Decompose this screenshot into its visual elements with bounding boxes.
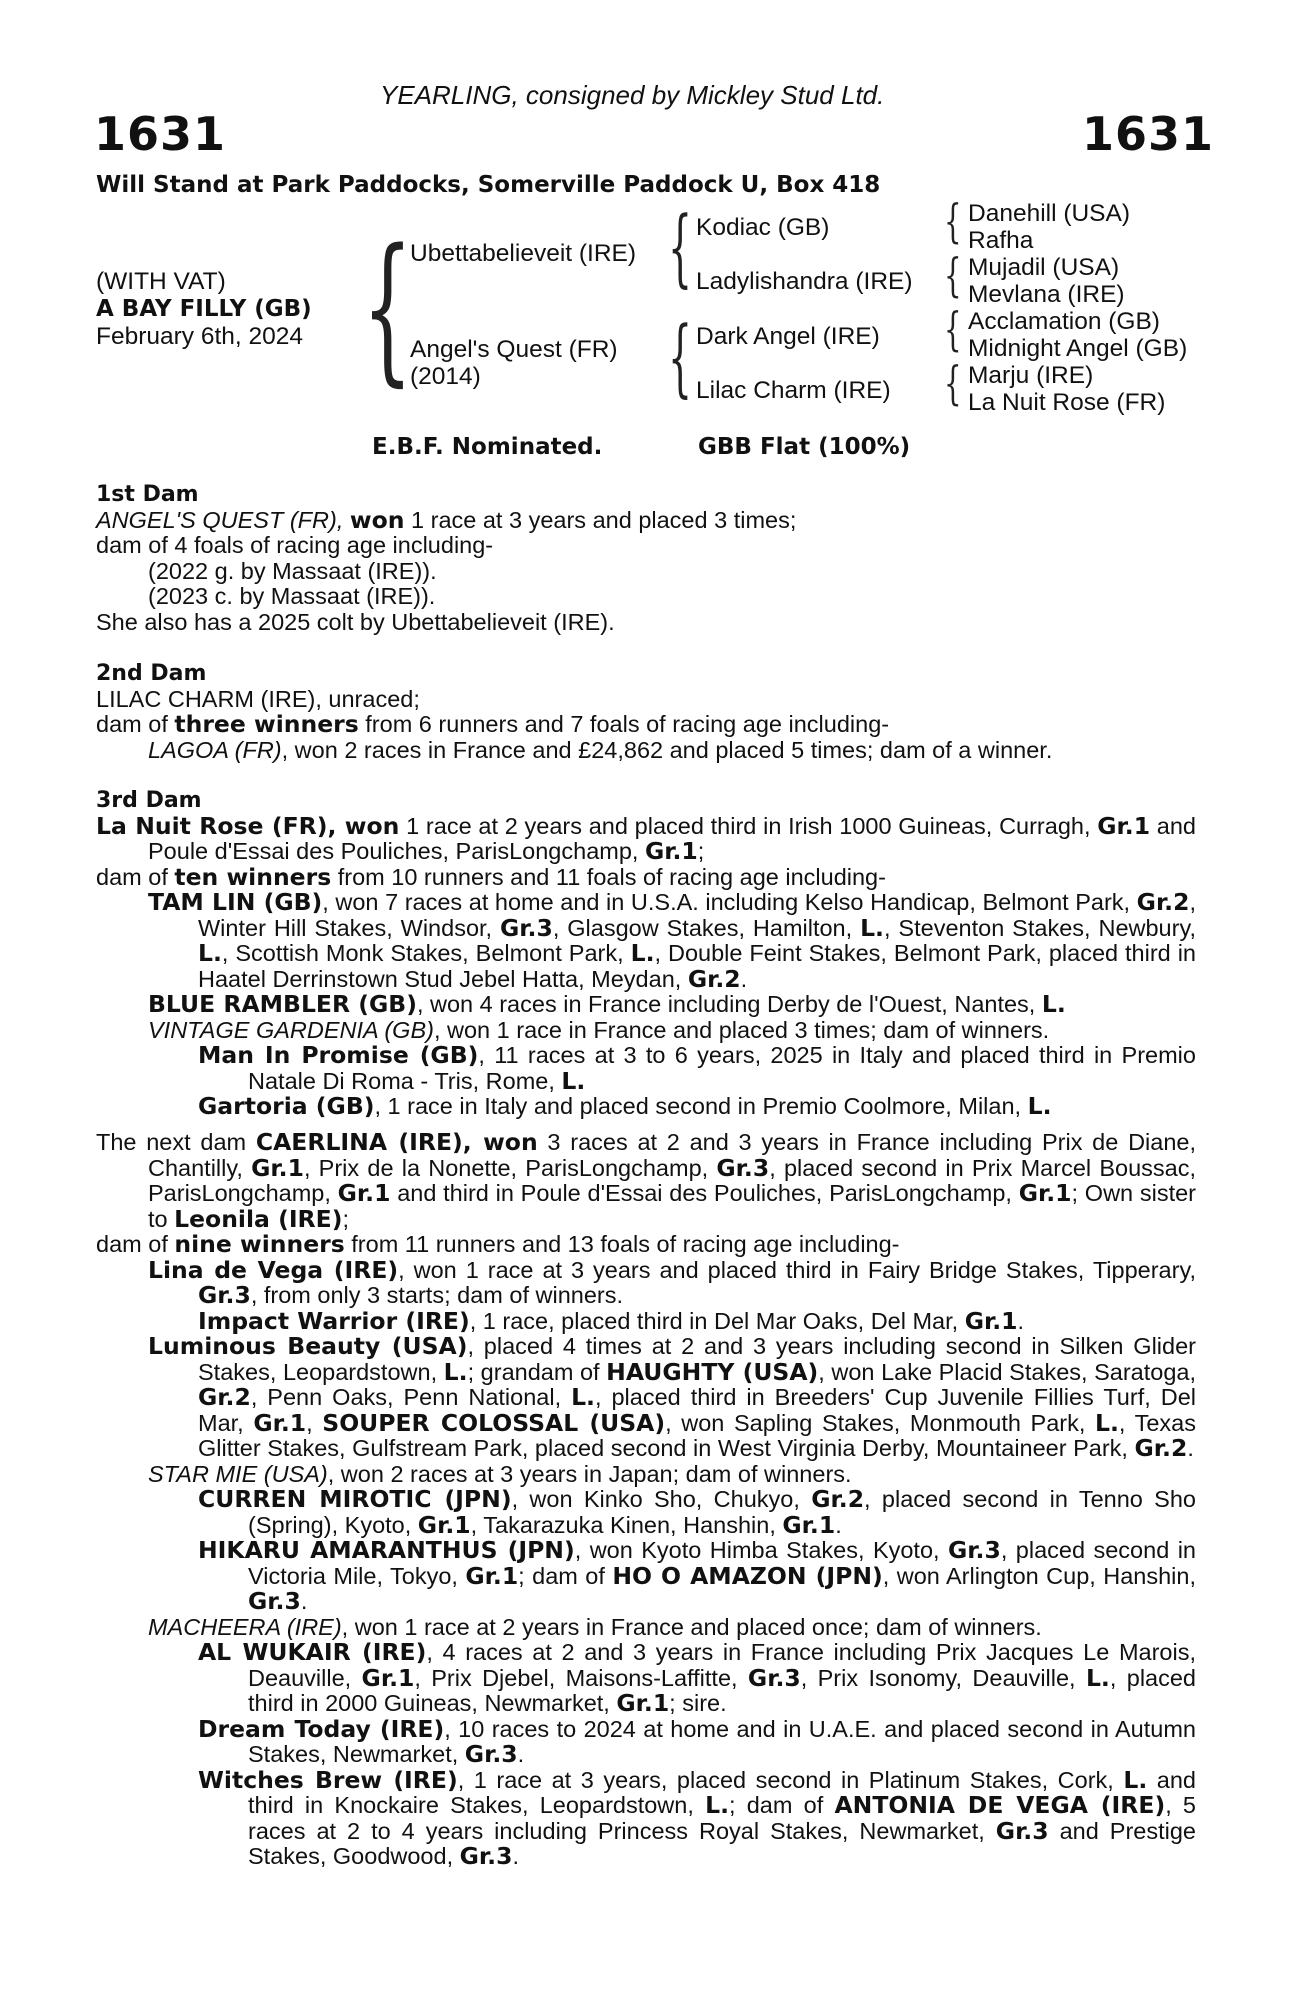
first-dam-section — [96, 482, 1196, 635]
hik-c: , placed second in Victoria Mile, Tokyo, — [248, 1537, 1197, 1589]
gbb-badge: GBB Flat (100%) — [698, 434, 911, 460]
vat-note: (WITH VAT) — [96, 268, 226, 295]
wit-b: L. — [1123, 1765, 1148, 1794]
tam-d: Gr.3 — [500, 913, 553, 942]
pedigree-ddd: La Nuit Rose (FR) — [968, 389, 1166, 416]
third-dam-section — [96, 788, 1196, 1120]
t1c: Gr.1 — [1097, 811, 1151, 840]
n9: and third in Poule d'Essai des Pouliches, ParisLongchamp, — [390, 1180, 1019, 1206]
gar-a: , 1 race in Italy and placed second in Premio Coolmore, Milan, — [374, 1093, 1028, 1119]
first-dam-record-text: 1 race at 3 years and placed 3 times; — [404, 506, 797, 533]
wit-e: ; dam of — [729, 1792, 835, 1818]
gartoria-name: Gartoria (GB) — [198, 1092, 375, 1120]
la-nuit-rose-name: La Nuit Rose (FR), won — [96, 811, 400, 840]
next-dam-section — [96, 1130, 1196, 1870]
second-dam-lagoa — [96, 738, 1196, 764]
lagoa-text: , won 2 races in France and £24,862 and placed 5 times; dam of a winner. — [281, 736, 1053, 763]
pedigree-brace-gen3-1: { — [944, 194, 962, 248]
second-dam-produce-text: from 6 runners and 7 foals of racing age including- — [358, 711, 890, 737]
man-in-promise-entry — [198, 1043, 1196, 1094]
pedigree-sds: Mujadil (USA) — [968, 254, 1120, 281]
n3: 3 races at 2 and 3 years in France including Prix de Diane, Chantilly, — [148, 1129, 1196, 1181]
tam-a: , won 7 races at home and in U.S.A. including Kelso Handicap, Belmont Park, — [322, 889, 1137, 915]
lot-number-left: 1631 — [94, 107, 227, 161]
pedigree-sire-sire: Kodiac (GB) — [696, 214, 830, 241]
cur-a: , won Kinko Sho, Chukyo, — [511, 1486, 812, 1512]
wit-j: Gr.3 — [459, 1842, 513, 1870]
tam-j: L. — [630, 939, 655, 967]
d3: from 11 runners and 13 foals of racing age including- — [344, 1231, 900, 1257]
tam-m: . — [740, 965, 748, 992]
lina-c: , from only 3 starts; dam of winners. — [250, 1282, 624, 1308]
alw-i: ; sire. — [669, 1690, 727, 1716]
lum-o: , Texas Glitter Stakes, Gulfstream Park, placed second in West Virginia Derby, Mountaineer Park, — [198, 1409, 1197, 1461]
first-dam-heading: 1st Dam — [96, 482, 199, 507]
lum-c: ; grandam of — [467, 1358, 607, 1385]
lina-a: , won 1 race at 3 years and placed third in Fairy Bridge Stakes, Tipperary, — [398, 1256, 1196, 1283]
first-dam-foal-2: (2023 c. by Massaat (IRE)). — [148, 583, 436, 609]
wit-g: , 5 races at 2 to 4 years including Princess Royal Stakes, Newmarket, — [248, 1792, 1196, 1844]
third-dam-produce — [96, 862, 1196, 891]
vintage-gardenia-entry — [148, 1018, 1196, 1044]
alw-name: AL WUKAIR (IRE) — [198, 1638, 427, 1666]
mac-name: MACHEERA (IRE) — [148, 1613, 342, 1640]
alw-f: L. — [1085, 1663, 1110, 1692]
tam-l: Gr.2 — [687, 964, 741, 993]
hik-f: HO O AMAZON (JPN) — [612, 1561, 883, 1590]
lagoa-name: LAGOA (FR) — [148, 736, 282, 763]
caerlina-name: CAERLINA (IRE), won — [255, 1128, 538, 1156]
vintage-gardenia-name: VINTAGE GARDENIA (GB) — [148, 1016, 434, 1043]
star-mie-entry — [148, 1462, 1196, 1488]
cur-b: Gr.2 — [811, 1485, 865, 1513]
ebf-badge: E.B.F. Nominated. — [372, 434, 603, 460]
pedigree-dam-dam: Lilac Charm (IRE) — [696, 377, 891, 404]
second-dam-produce — [96, 712, 1196, 738]
cur-c: , placed second in Tenno Sho (Spring), Kyoto, — [248, 1486, 1196, 1538]
alw-e: , Prix Isonomy, Deauville, — [800, 1664, 1086, 1691]
pedigree-dss: Acclamation (GB) — [968, 308, 1160, 335]
lum-k: , — [306, 1409, 323, 1436]
lina-de-vega-entry — [148, 1255, 1196, 1309]
horse-name: A BAY FILLY (GB) — [96, 296, 312, 322]
hik-d: Gr.1 — [465, 1561, 519, 1590]
dre-c: . — [517, 1741, 525, 1767]
lum-p: Gr.2 — [1134, 1434, 1188, 1462]
second-dam-winners: three winners — [174, 710, 359, 738]
hik-a: , won Kyoto Himba Stakes, Kyoto, — [574, 1537, 949, 1563]
man-b: L. — [561, 1066, 586, 1095]
dream-today-entry — [198, 1714, 1196, 1768]
tam-c: , Winter Hill Stakes, Windsor, — [198, 889, 1196, 941]
cur-f: Gr.1 — [782, 1510, 836, 1539]
lum-m: , won Sapling Stakes, Monmouth Park, — [665, 1409, 1095, 1436]
pedigree-dsd: Midnight Angel (GB) — [968, 335, 1188, 362]
blue-rambler-name: BLUE RAMBLER (GB) — [148, 990, 417, 1018]
caerlina-record — [96, 1130, 1196, 1232]
star-a: , won 2 races at 3 years in Japan; dam of winners. — [327, 1460, 852, 1487]
pedigree-brace-dam: { — [668, 308, 693, 406]
man-in-promise-name: Man In Promise (GB) — [198, 1041, 479, 1069]
pedigree-brace-gen3-4: { — [944, 356, 962, 410]
lum-h: L. — [571, 1383, 595, 1411]
alw-h: Gr.1 — [616, 1689, 670, 1717]
n6: Gr.3 — [716, 1153, 770, 1182]
macheera-entry — [148, 1615, 1196, 1641]
hik-i: . — [300, 1588, 308, 1614]
imp-name: Impact Warrior (IRE) — [198, 1306, 470, 1335]
t2a: dam of — [96, 863, 175, 890]
second-dam-line: LILAC CHARM (IRE), unraced; — [96, 685, 420, 712]
gar-b: L. — [1027, 1092, 1052, 1120]
wit-a: , 1 race at 3 years, placed second in Platinum Stakes, Cork, — [457, 1766, 1124, 1793]
lum-n: L. — [1095, 1408, 1119, 1437]
pedigree-ssd: Rafha — [968, 227, 1034, 254]
n1: The next dam — [96, 1129, 256, 1155]
hik-b: Gr.3 — [948, 1536, 1001, 1564]
hik-name: HIKARU AMARANTHUS (JPN) — [198, 1536, 575, 1564]
tam-e: , Glasgow Stakes, Hamilton, — [552, 914, 861, 941]
tam-k: , Double Feint Stakes, Belmont Park, placed third in Haatel Derrinstown Stud Jebel Hatta, Meydan, — [198, 940, 1196, 992]
hik-g: , won Arlington Cup, Hanshin, — [882, 1562, 1196, 1589]
pedigree-brace-gen3-3: { — [944, 302, 962, 356]
lum-name: Luminous Beauty (USA) — [148, 1332, 468, 1360]
pedigree-dam-year: (2014) — [410, 363, 481, 390]
tam-h: L. — [198, 939, 222, 967]
d2: nine winners — [174, 1230, 345, 1258]
tam-g: , Steventon Stakes, Newbury, — [883, 914, 1196, 941]
consignor-subtitle: YEARLING, consigned by Mickley Stud Ltd. — [380, 80, 885, 110]
lum-i: , placed third in Breeders' Cup Juvenile Fillies Turf, Del Mar, — [198, 1384, 1196, 1436]
tam-i: , Scottish Monk Stakes, Belmont Park, — [221, 940, 631, 966]
n7: , placed second in Prix Marcel Boussac, ParisLongchamp, — [148, 1154, 1196, 1206]
pedigree-dam-sire: Dark Angel (IRE) — [696, 323, 880, 350]
lot-number-right: 1631 — [1082, 107, 1215, 161]
curren-mirotic-entry — [198, 1487, 1196, 1538]
wit-name: Witches Brew (IRE) — [198, 1765, 458, 1794]
t1d: and Poule d'Essai des Pouliches, ParisLongchamp, — [148, 812, 1196, 864]
witches-brew-entry — [198, 1765, 1196, 1870]
imp-a: , 1 race, placed third in Del Mar Oaks, Del Mar, — [469, 1307, 965, 1334]
tam-f: L. — [860, 913, 884, 942]
stand-location: Will Stand at Park Paddocks, Somerville Paddock U, Box 418 — [96, 172, 881, 198]
t1b: 1 race at 2 years and placed third in Irish 1000 Guineas, Curragh, — [399, 812, 1098, 839]
lum-b: L. — [443, 1357, 468, 1386]
first-dam-produce: dam of 4 foals of racing age including- — [96, 532, 494, 558]
lum-q: . — [1187, 1435, 1194, 1461]
pedigree-sire: Ubettabelieveit (IRE) — [410, 240, 637, 267]
luminous-beauty-entry — [148, 1334, 1196, 1462]
wit-c: and third in Knockaire Stakes, Leopardstown, — [248, 1766, 1196, 1818]
pedigree-dds: Marju (IRE) — [968, 362, 1094, 389]
n8: Gr.1 — [337, 1179, 391, 1207]
impact-warrior-entry — [198, 1306, 1196, 1335]
cur-name: CURREN MIROTIC (JPN) — [198, 1485, 512, 1513]
third-dam-record — [96, 811, 1196, 865]
pedigree-brace-gen3-2: { — [944, 248, 962, 302]
tam-lin-entry — [148, 890, 1196, 992]
n5: , Prix de la Nonette, ParisLongchamp, — [303, 1154, 717, 1181]
cur-d: Gr.1 — [417, 1510, 471, 1539]
third-dam-heading: 3rd Dam — [96, 788, 202, 813]
wit-k: . — [512, 1843, 519, 1869]
t2c: from 10 runners and 11 foals of racing age including- — [331, 863, 886, 890]
dre-a: , 10 races to 2024 at home and in U.A.E. and placed second in Autumn Stakes, Newmarket, — [248, 1715, 1196, 1767]
n11: ; Own sister to — [148, 1180, 1196, 1232]
t1f: ; — [697, 838, 705, 864]
alw-d: Gr.3 — [747, 1663, 801, 1692]
lina-name: Lina de Vega (IRE) — [148, 1255, 399, 1284]
imp-c: . — [1017, 1307, 1025, 1334]
second-dam-dam-of: dam of — [96, 711, 175, 737]
star-name: STAR MIE (USA) — [148, 1460, 328, 1487]
hik-e: ; dam of — [518, 1562, 613, 1589]
hik-h: Gr.3 — [248, 1587, 301, 1615]
foaling-date: February 6th, 2024 — [96, 323, 304, 350]
pedigree-sire-dam: Ladylishandra (IRE) — [696, 268, 913, 295]
hikaru-amaranthus-entry — [198, 1538, 1196, 1615]
lum-d: HAUGHTY (USA) — [606, 1357, 819, 1386]
wit-d: L. — [705, 1791, 729, 1819]
first-dam-record — [96, 505, 1196, 534]
blue-a: , won 4 races in France including Derby de l'Ouest, Nantes, — [416, 991, 1042, 1017]
lum-g: , Penn Oaks, Penn National, — [250, 1384, 572, 1410]
lina-b: Gr.3 — [198, 1281, 251, 1309]
lum-a: , placed 4 times at 2 and 3 years including second in Silken Glider Stakes, Leopardstown, — [198, 1333, 1196, 1385]
dre-b: Gr.3 — [464, 1740, 518, 1768]
tam-b: Gr.2 — [1136, 888, 1190, 916]
alw-a: , 4 races at 2 and 3 years in France including Prix Jacques Le Marois, Deauville, — [248, 1639, 1196, 1691]
tam-lin-name: TAM LIN (GB) — [148, 888, 323, 916]
alw-g: , placed third in 2000 Guineas, Newmarket, — [248, 1664, 1196, 1716]
mac-a: , won 1 race at 2 years in France and placed once; dam of winners. — [341, 1613, 1042, 1640]
wit-h: Gr.3 — [995, 1816, 1049, 1845]
pedigree-brace-main: { — [362, 214, 413, 401]
lum-e: , won Lake Placid Stakes, Saratoga, — [818, 1358, 1197, 1385]
gartoria-entry — [198, 1094, 1196, 1120]
d1: dam of — [96, 1231, 175, 1257]
al-wukair-entry — [198, 1640, 1196, 1717]
alw-c: , Prix Djebel, Maisons-Laffitte, — [414, 1664, 748, 1691]
cur-g: . — [835, 1511, 842, 1538]
first-dam-also: She also has a 2025 colt by Ubettabelieveit (IRE). — [96, 608, 615, 635]
t1e: Gr.1 — [644, 837, 698, 865]
first-dam-foal-1: (2022 g. by Massaat (IRE)). — [148, 557, 437, 584]
blue-b: L. — [1041, 990, 1066, 1018]
next-dam-produce — [96, 1232, 1196, 1258]
first-dam-name: ANGEL'S QUEST (FR), — [96, 506, 344, 533]
wit-f: ANTONIA DE VEGA (IRE) — [834, 1791, 1166, 1819]
lum-l: SOUPER COLOSSAL (USA) — [322, 1408, 666, 1437]
man-a: , 11 races at 3 to 6 years, 2025 in Italy and placed third in Premio Natale Di Roma - Tris, Rome, — [248, 1042, 1196, 1094]
blue-rambler-entry — [148, 992, 1196, 1018]
cur-e: , Takarazuka Kinen, Hanshin, — [470, 1511, 783, 1538]
lum-j: Gr.1 — [253, 1408, 307, 1437]
wit-i: and Prestige Stakes, Goodwood, — [248, 1817, 1196, 1869]
t2b: ten winners — [174, 862, 332, 891]
dre-name: Dream Today (IRE) — [198, 1714, 445, 1743]
pedigree-sss: Danehill (USA) — [968, 200, 1131, 227]
n10: Gr.1 — [1018, 1179, 1072, 1207]
first-dam-won: won — [349, 505, 405, 534]
second-dam-heading: 2nd Dam — [96, 661, 207, 686]
n13: ; — [342, 1205, 349, 1232]
second-dam-section — [96, 661, 1196, 763]
lum-f: Gr.2 — [198, 1383, 251, 1411]
alw-b: Gr.1 — [361, 1663, 415, 1692]
pedigree-sdd: Mevlana (IRE) — [968, 281, 1125, 308]
vint-a: , won 1 race in France and placed 3 times; dam of winners. — [433, 1016, 1050, 1043]
pedigree-dam-name: Angel's Quest (FR) — [410, 336, 618, 363]
imp-b: Gr.1 — [964, 1306, 1018, 1335]
n4: Gr.1 — [251, 1153, 304, 1182]
leonila-name: Leonila (IRE) — [174, 1204, 343, 1233]
pedigree-brace-sire: { — [668, 198, 693, 296]
